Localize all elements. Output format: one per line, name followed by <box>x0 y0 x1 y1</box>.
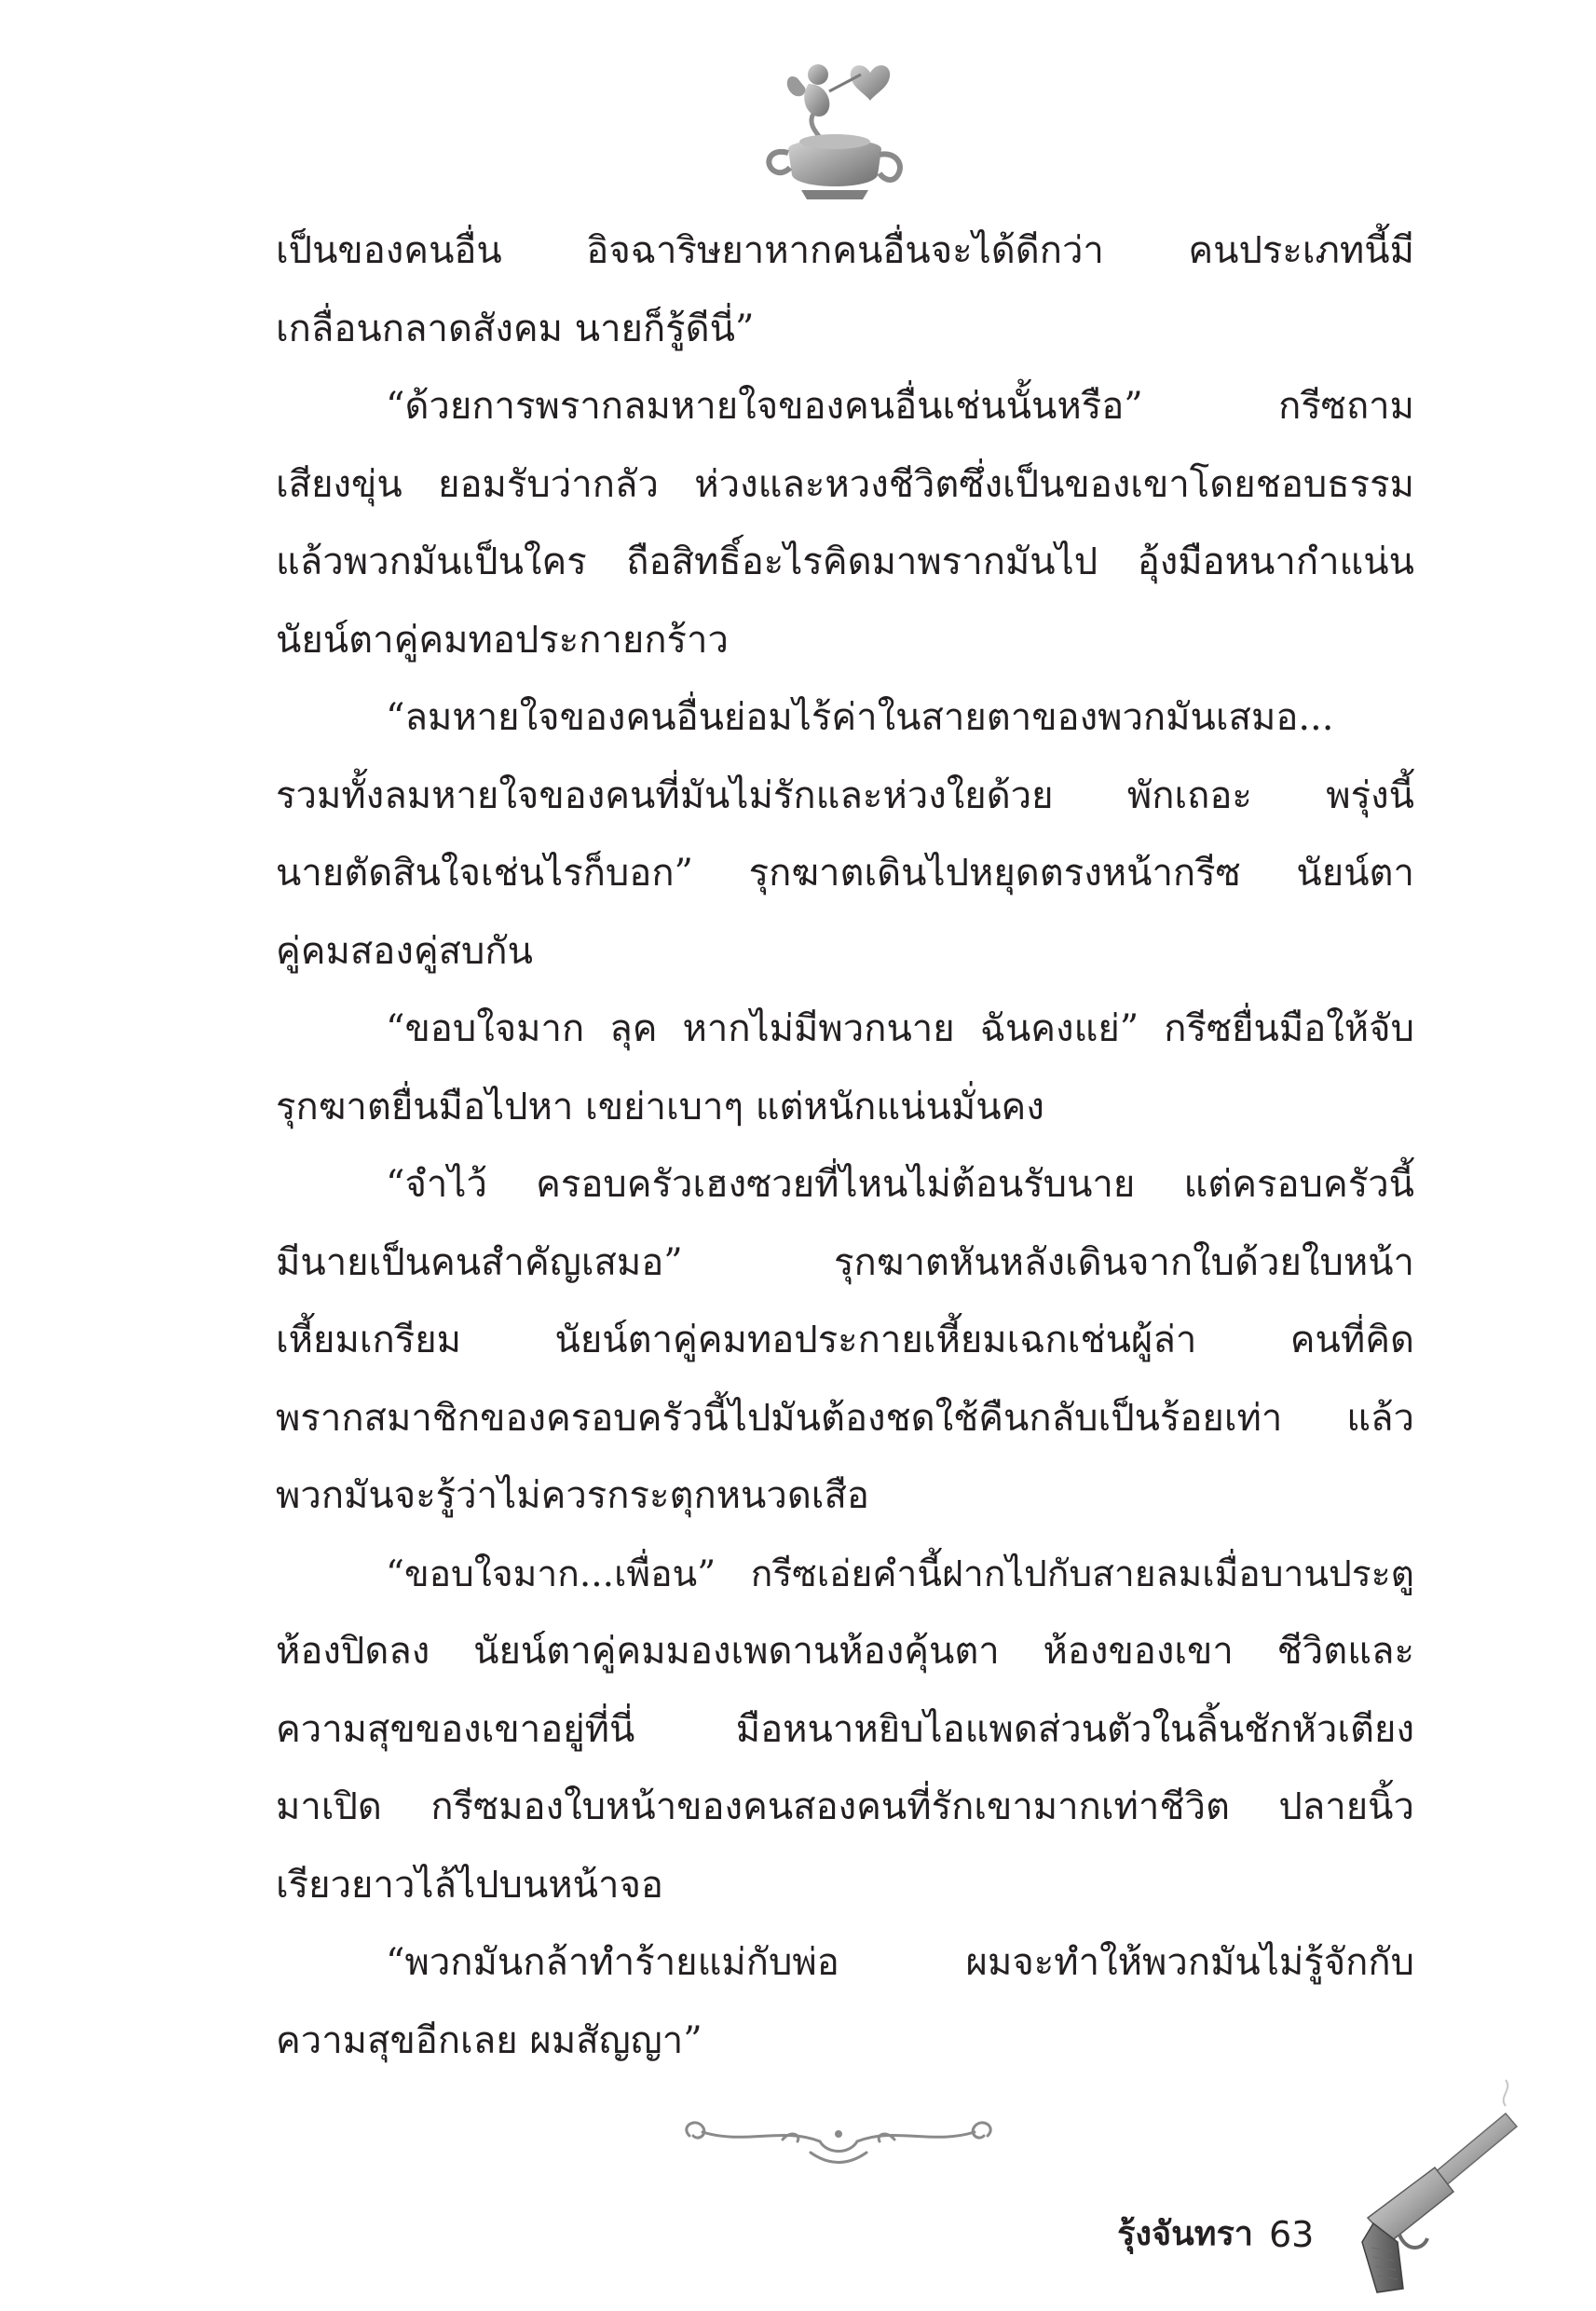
text-line: “พวกมันกล้าทำร้ายแม่กับพ่อ ผมจะทำให้พวกมันไม่รู้จักกับ <box>386 1941 1414 1984</box>
text-line: นัยน์ตาคู่คมทอประกายกร้าว <box>276 618 729 662</box>
text-line: เหี้ยมเกรียม นัยน์ตาคู่คมทอประกายเหี้ยมเฉกเช่นผู้ล่า คนที่คิด <box>276 1319 1414 1361</box>
text-line: มาเปิด กรีซมองใบหน้าของคนสองคนที่รักเขามากเท่าชีวิต ปลายนิ้ว <box>276 1785 1414 1828</box>
text-line: “ด้วยการพรากลมหายใจของคนอื่นเช่นนั้นหรือ” กรีซถาม <box>386 385 1414 428</box>
page-number: 63 <box>1269 2214 1315 2255</box>
text-line: “ขอบใจมาก ลุค หากไม่มีพวกนาย ฉันคงแย่” กรีซยื่นมือให้จับ <box>386 1007 1414 1050</box>
text-line: รุกฆาตยื่นมือไปหา เขย่าเบาๆ แต่หนักแน่นมั่นคง <box>276 1085 1044 1128</box>
text-line: เรียวยาวไล้ไปบนหน้าจอ <box>276 1863 663 1907</box>
text-line: “ขอบใจมาก...เพื่อน” กรีซเอ่ยคำนี้ฝากไปกับสายลมเมื่อบานประตู <box>386 1552 1414 1595</box>
body-text <box>276 212 1414 2080</box>
text-line: พรากสมาชิกของครอบครัวนี้ไปมันต้องชดใช้คืนกลับเป็นร้อยเท่า แล้ว <box>276 1396 1414 1440</box>
text-line: พวกมันจะรู้ว่าไม่ควรกระตุกหนวดเสือ <box>276 1474 869 1517</box>
silenced-pistol-icon <box>1349 2078 1535 2297</box>
text-line: ห้องปิดลง นัยน์ตาคู่คมมองเพดานห้องคุ้นตา ห้องของเขา ชีวิตและ <box>276 1630 1414 1673</box>
text-line: คู่คมสองคู่สบกัน <box>276 929 533 973</box>
text-line: มีนายเป็นคนสำคัญเสมอ” รุกฆาตหันหลังเดินจากใบด้วยใบหน้า <box>276 1240 1414 1284</box>
text-line: เกลื่อนกลาดสังคม นายก็รู้ดีนี่” <box>276 307 755 350</box>
text-line: ความสุขของเขาอยู่ที่นี่ มือหนาหยิบไอแพดส่วนตัวในลิ้นชักหัวเตียง <box>276 1707 1414 1751</box>
text-line: “ลมหายใจของคนอื่นย่อมไร้ค่าในสายตาของพวกมันเสมอ... <box>386 696 1334 739</box>
text-line: นายตัดสินใจเช่นไรก็บอก” รุกฆาตเดินไปหยุดตรงหน้ากรีซ นัยน์ตา <box>276 852 1414 895</box>
text-line: “จำไว้ ครอบครัวเฮงซวยที่ไหนไม่ต้อนรับนาย แต่ครอบครัวนี้ <box>386 1163 1414 1206</box>
text-line: แล้วพวกมันเป็นใคร ถือสิทธิ์อะไรคิดมาพรากมันไป อุ้งมือหนากำแน่น <box>276 540 1414 583</box>
text-line: รวมทั้งลมหายใจของคนที่มันไม่รักและห่วงใยด้วย พักเถอะ พรุ่งนี้ <box>276 773 1414 817</box>
text-line: เสียงขุ่น ยอมรับว่ากลัว ห่วงและหวงชีวิตซึ่งเป็นของเขาโดยชอบธรรม <box>276 462 1414 506</box>
text-line: เป็นของคนอื่น อิจฉาริษยาหากคนอื่นจะได้ดีกว่า คนประเภทนี้มี <box>276 229 1414 272</box>
text-line: ความสุขอีกเลย ผมสัญญา” <box>276 2018 703 2062</box>
cupid-teapot-icon <box>760 47 909 205</box>
scroll-flourish-icon <box>671 2108 1006 2173</box>
book-title: รุ้งจันทรา <box>1117 2215 1253 2253</box>
